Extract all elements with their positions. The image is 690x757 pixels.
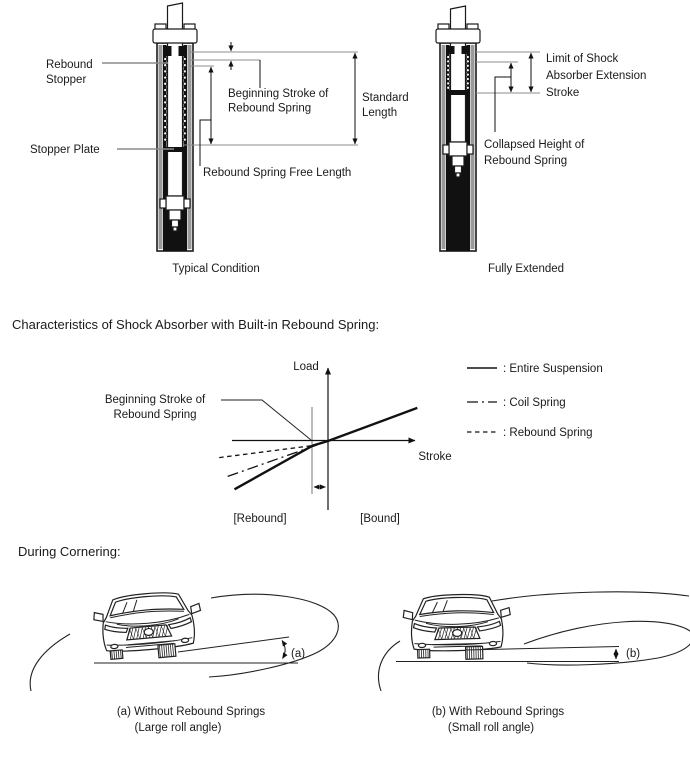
cornering-path-curve	[30, 634, 70, 691]
label-stopper-plate: Stopper Plate	[30, 144, 100, 156]
angle-label-b: (b)	[626, 648, 641, 660]
angle-arc-a	[282, 641, 285, 659]
caption-typical-condition: Typical Condition	[172, 263, 260, 275]
x-axis-label: Stroke	[418, 451, 452, 463]
legend-coil-spring: : Coil Spring	[503, 397, 566, 409]
region-bound: [Bound]	[360, 513, 400, 525]
upper-mount-cap	[436, 29, 480, 43]
caption-b-line1: (b) With Rebound Springs	[431, 706, 565, 718]
caption-b-line2: (Small roll angle)	[447, 722, 535, 734]
cornering-left-scene	[30, 589, 338, 691]
section-heading-cornering: During Cornering:	[18, 544, 121, 559]
cornering-path-curve	[492, 592, 689, 601]
region-rebound: [Rebound]	[233, 513, 287, 525]
chart-annotation: Beginning Stroke of Rebound Spring	[104, 394, 206, 421]
roll-angle-line	[178, 637, 289, 652]
annotation-leader	[221, 400, 311, 440]
caption-a-line1: (a) Without Rebound Springs	[116, 706, 266, 718]
load-stroke-chart	[105, 361, 452, 525]
car-small-roll	[403, 593, 512, 661]
dimension-lines-right	[476, 52, 540, 132]
shock-absorber-typical-condition	[153, 3, 197, 251]
label-rebound-stopper: Rebound Stopper	[46, 59, 93, 86]
legend-entire-suspension: : Entire Suspension	[503, 363, 603, 375]
shock-absorber-fully-extended	[436, 6, 480, 251]
label-collapsed-height: Collapsed Height of Rebound Spring	[484, 139, 585, 167]
car-large-roll	[92, 589, 204, 663]
piston-rod	[451, 6, 466, 142]
stopper-plate-part	[447, 90, 470, 95]
chart-legend	[467, 363, 603, 439]
angle-label-a: (a)	[291, 648, 306, 660]
section-heading-characteristics: Characteristics of Shock Absorber with Built-in Rebound Spring:	[12, 317, 380, 332]
caption-fully-extended: Fully Extended	[487, 263, 565, 275]
series-rebound-spring	[219, 446, 313, 458]
series-entire-suspension	[235, 408, 418, 489]
label-beginning-stroke: Beginning Stroke of Rebound Spring	[228, 88, 329, 115]
legend-rebound-spring: : Rebound Spring	[503, 427, 593, 439]
cornering-right-scene	[378, 592, 690, 691]
caption-a-line2: (Large roll angle)	[134, 722, 222, 734]
rebound-stopper-part	[167, 46, 172, 56]
cornering-path-curve	[524, 621, 690, 665]
label-standard-length: Standard Length	[362, 92, 409, 119]
cornering-path-curve	[378, 641, 400, 691]
cornering-path-curve	[209, 594, 338, 677]
label-free-length: Rebound Spring Free Length	[203, 167, 352, 179]
label-extension-limit: Limit of Shock Absorber Extension Stroke	[546, 53, 647, 99]
y-axis-label: Load	[293, 361, 319, 373]
upper-mount-cap	[153, 29, 197, 43]
